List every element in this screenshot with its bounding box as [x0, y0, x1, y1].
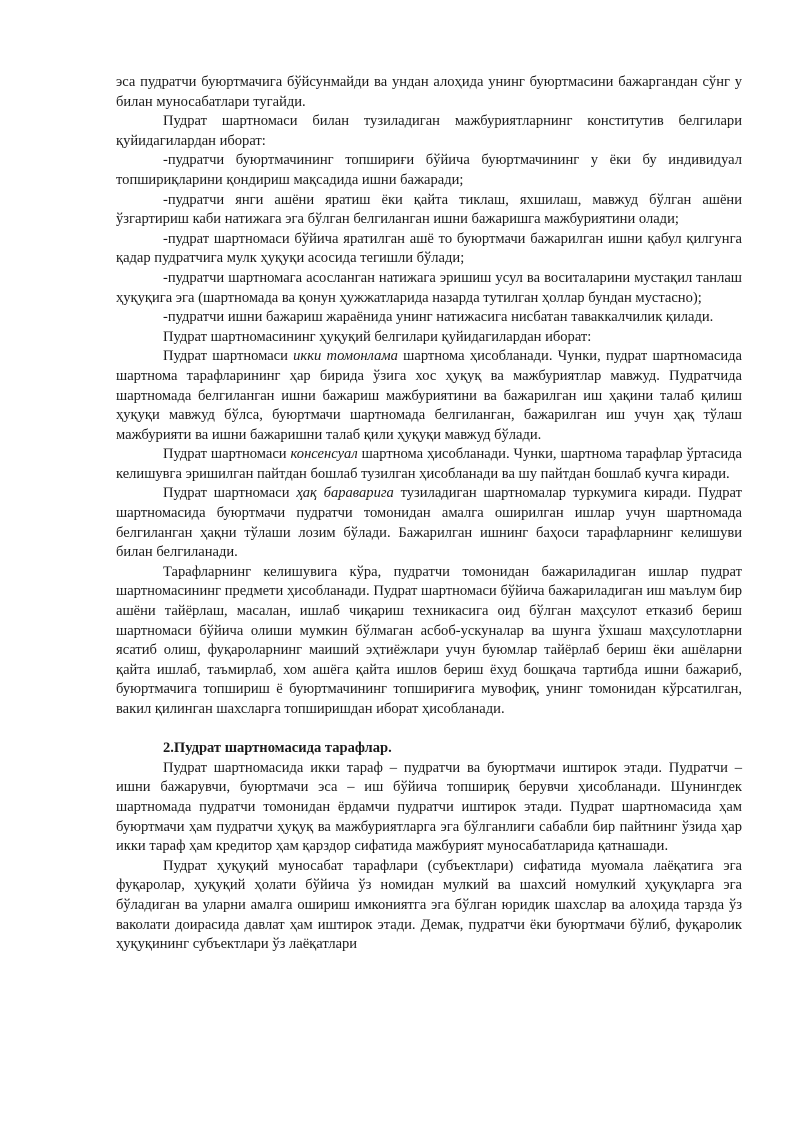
- text-span: Пудрат шартномаси: [163, 485, 297, 502]
- emphasis-term: консенсуал: [290, 446, 358, 463]
- paragraph: [116, 484, 742, 562]
- paragraph: Пудрат ҳуқуқий муносабат тарафлари (субъектлари) сифатида муомала лаёқатига эга фуқаролар, ҳуқуқий ҳолати бўйича ўз номидан мулкий ва шахсий номулкий ҳуқуқларга эга бўладиган ва уларни амалга ошириш имкониятга эга бўлган юридик шахслар ва алоҳида тарзда ўз ваколати доирасида давлат ҳам иштирок этади. Демак, пудратчи ёки буюртмачи бўлиб, фуқаролик ҳуқуқининг субъектлари ўз лаёқатлари: [116, 857, 742, 953]
- section-heading: 2.Пудрат шартномасида тарафлар.: [163, 740, 392, 757]
- emphasis-term: ҳақ бараварига: [296, 485, 394, 502]
- emphasis-term: икки томонлама: [293, 348, 398, 365]
- paragraph: Пудрат шартномасининг ҳуқуқий белгилари қуйидагилардан иборат:: [163, 328, 592, 345]
- text-span: Пудрат шартномаси: [163, 348, 294, 365]
- text-span: тузиладиган шартномалар туркумига киради. Пудрат шартномасида буюртмачи пудратчи томонидан амалга оширилган ишлар учун шартномада белгиланган ҳақни тўлаши лозим бўлади. Бажарилган ишнинг баҳоси тарафларнинг келишуви билан белгиланади.: [116, 485, 742, 561]
- list-item: -пудратчи ишни бажариш жараёнида унинг натижасига нисбатан таваккалчилик қилади.: [163, 309, 714, 326]
- paragraph: [116, 347, 742, 445]
- text-span: шартнома ҳисобланади. Чунки, пудрат шартномасида шартнома тарафларининг ҳар бирида ўзига хос ҳуқуқ ва мажбуриятлар мавжуд. Пудратчида шартномада белгиланган ишни бажариш мажбуриятини ва бажарилган иш ҳақини талаб қилиш ҳуқуқи мавжуд бўлса, буюртмачи шартномада белгиланган, бажарилган иш учун ҳақ тўлаш мажбурияти ва ишни бажаришни талаб қили ҳуқуқи мавжуд бўлади.: [116, 348, 742, 443]
- paragraph: [116, 445, 742, 484]
- list-item: -пудратчи буюртмачининг топшириғи бўйича буюртмачининг у ёки бу индивидуал топшириқларини қондириш мақсадида ишни бажаради;: [116, 152, 742, 188]
- list-item: -пудратчи янги ашёни яратиш ёки қайта тиклаш, яхшилаш, мавжуд бўлган ашёни ўзгартириш каби натижага эга бўлган белгиланган ишни бажаришга мажбуриятини олади;: [116, 191, 742, 228]
- list-item: -пудрат шартномаси бўйича яратилган ашё то буюртмачи бажарилган ишни қабул қилгунга қадар пудратчига мулк ҳуқуқи асосида тегишли бўлади;: [116, 230, 742, 267]
- paragraph: Пудрат шартномаси билан тузиладиган мажбуриятларнинг конститутив белгилари қуйидагилардан иборат:: [116, 113, 742, 149]
- text-span: шартнома ҳисобланади. Чунки, шартнома тарафлар ўртасида келишувга эришилган пайтдан бошлаб тузилган ҳисобланади ва шу пайтдан бошлаб кучга киради.: [116, 446, 743, 482]
- paragraph: Тарафларнинг келишувига кўра, пудратчи томонидан бажариладиган ишлар пудрат шартномасининг предмети ҳисобланади. Пудрат шартномаси бўйича бажариладиган иш маълум бир ашёни тайёрлаш, масалан, ишлаб чиқариш техникасига оид бўлган маҳсулот етказиб бериш шартномаси бўйича олиши мумкин бўлмаган асбоб-ускуналар ва шунга ўхшаш маҳсулотларни ясатиб олиш, фуқароларнинг маиший эҳтиёжлари учун буюмлар тайёрлаб бериш ёки ашёларни қайта ишлаб, таъмирлаб, хом ашёга қайта ишлов бериш ёхуд бошқача тартибда ишни бажариб, буюртмачига топшириш ё буюртмачининг топшириғига мувофиқ, унинг томонидан кўрсатилган, вакил қилинган шахсларга топширишдан иборат ҳисобланади.: [116, 563, 742, 717]
- text-span: Пудрат шартномаси: [163, 446, 291, 463]
- list-item: -пудратчи шартномага асосланган натижага эришиш усул ва воситаларини мустақил танлаш ҳуқуқига эга (шартномада ва қонун ҳужжатларида назарда тутилган ҳоллар бундан мустасно);: [116, 269, 742, 306]
- paragraph: эса пудратчи буюртмачига бўйсунмайди ва ундан алоҳида унинг буюртмасини бажаргандан сўнг у билан муносабатлари тугайди.: [116, 74, 742, 110]
- blank-line: [116, 720, 742, 740]
- paragraph: Пудрат шартномасида икки тараф – пудратчи ва буюртмачи иштирок этади. Пудратчи – ишни бажарувчи, буюртмачи эса – иш бўйича топшириқ берувчи ҳисобланади. Шунингдек шартномада пудратчи томонидан ёрдамчи пудратчи иштирок этади. Пудрат шартномасида ҳам буюртмачи ҳам пудратчи ҳуқуқ ва мажбуриятларга эга бўлганлиги сабабли бир пайтнинг ўзида ҳар икки тараф ҳам кредитор ҳам қарздор сифатида мажбурият муносабатларида қатнашади.: [116, 759, 742, 855]
